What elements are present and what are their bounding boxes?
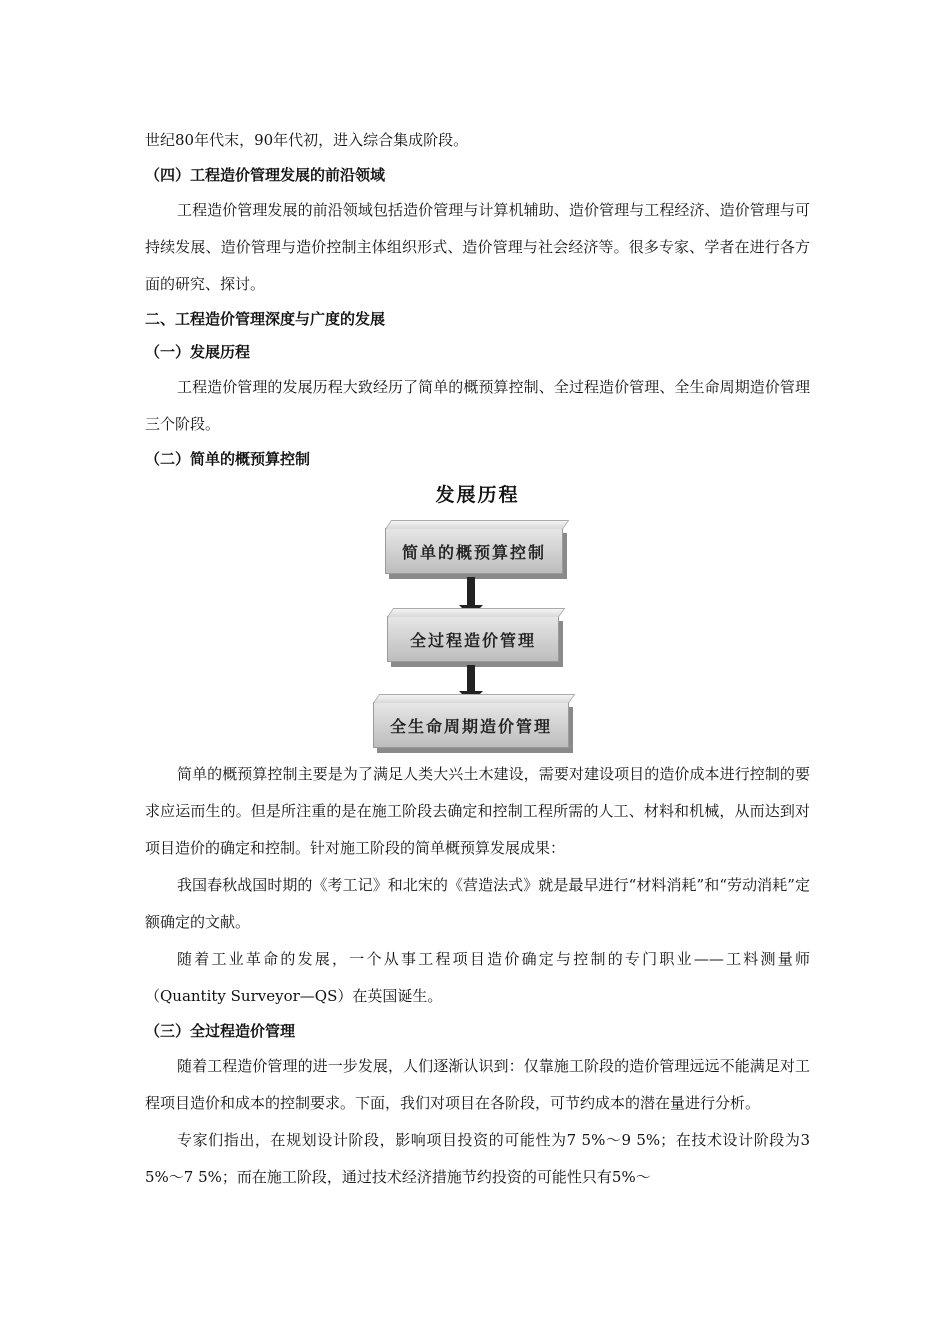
paragraph-history: 工程造价管理的发展历程大致经历了简单的概预算控制、全过程造价管理、全生命周期造价管理三个阶段。 [145,378,810,433]
paragraph-ancient-texts: 我国春秋战国时期的《考工记》和北宋的《营造法式》就是最早进行“材料消耗”和“劳动消耗”定额确定的文献。 [145,876,810,931]
subsection-heading-simple-budget: （二）简单的概预算控制 [145,450,311,468]
development-history-figure [145,476,810,756]
paragraph-simple-budget: 简单的概预算控制主要是为了满足人类大兴土木建设，需要对建设项目的造价成本进行控制的要求应运而生的。但是所注重的是在施工阶段去确定和控制工程所需的人工、材料和机械，从而达到对项目造价的确定和控制。针对施工阶段的简单概预算发展成果： [145,765,810,857]
stage-label: 简单的概预算控制 [401,542,546,562]
subsection-heading-history: （一）发展历程 [145,343,251,361]
paragraph-continuation: 世纪80年代末，90年代初，进入综合集成阶段。 [145,131,469,149]
paragraph-full-process: 随着工程造价管理的进一步发展，人们逐渐认识到：仅靠施工阶段的造价管理远远不能满足对工程项目造价和成本的控制要求。下面，我们对项目在各阶段，可节约成本的潜在量进行分析。 [145,1057,810,1112]
document-page [145,122,810,1196]
section-heading-frontier: （四）工程造价管理发展的前沿领域 [145,166,386,184]
stage-block-full-lifecycle [373,702,569,748]
subsection-heading-full-process: （三）全过程造价管理 [145,1022,296,1040]
paragraph-experts: 专家们指出，在规划设计阶段，影响项目投资的可能性为7 5%～9 5%；在技术设计阶段为3 5%～7 5%；而在施工阶段，通过技术经济措施节约投资的可能性只有5%～ [145,1131,810,1186]
figure-title: 发展历程 [435,484,520,506]
stage-block-simple-budget [385,528,563,574]
paragraph-quantity-surveyor: 随着工业革命的发展，一个从事工程项目造价确定与控制的专门职业——工料测量师（Quantity Surveyor—QS）在英国诞生。 [145,950,810,1005]
stage-label: 全过程造价管理 [409,630,536,650]
stage-label: 全生命周期造价管理 [389,716,552,736]
paragraph-frontier: 工程造价管理发展的前沿领域包括造价管理与计算机辅助、造价管理与工程经济、造价管理与可持续发展、造价管理与造价控制主体组织形式、造价管理与社会经济等。很多专家、学者在进行各方面的研究、探讨。 [145,201,810,293]
section-heading-depth-breadth: 二、工程造价管理深度与广度的发展 [145,310,386,328]
stage-block-full-process [387,616,559,662]
